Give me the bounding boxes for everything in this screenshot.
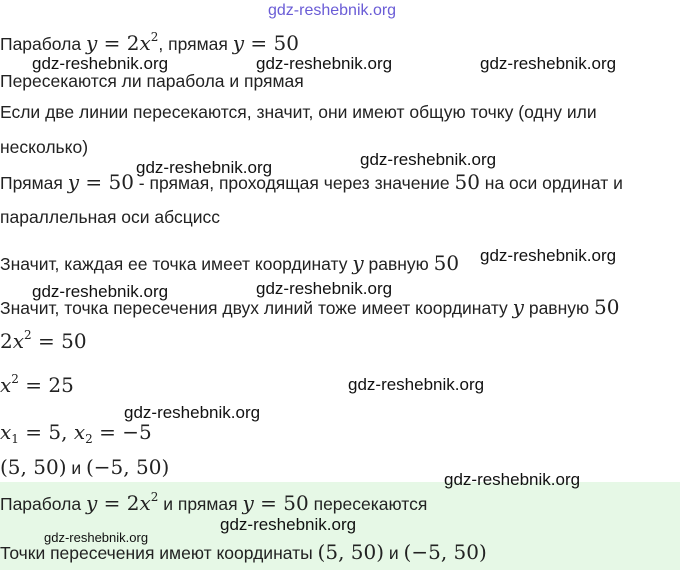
line-question: Пересекаются ли парабола и прямая <box>0 71 304 91</box>
watermark: gdz-reshebnik.org <box>32 54 169 73</box>
watermark: gdz-reshebnik.org <box>444 470 581 489</box>
line-text: Если две линии пересекаются, значит, они имеют общую точку (одну или <box>0 102 597 122</box>
watermark: gdz-reshebnik.org <box>32 282 169 301</box>
watermark: gdz-reshebnik.org <box>256 279 393 298</box>
watermark: gdz-reshebnik.org <box>256 54 393 73</box>
watermark: gdz-reshebnik.org <box>360 150 497 169</box>
watermark: gdz-reshebnik.org <box>124 403 261 422</box>
watermark: gdz-reshebnik.org <box>136 158 273 177</box>
watermark-top: gdz-reshebnik.org <box>268 2 397 19</box>
equation-2: $x^2 = 25$ <box>0 372 74 397</box>
line-text: несколько) <box>0 137 89 157</box>
line-text: параллельная оси абсцисс <box>0 207 221 227</box>
line-given: Парабола $y = 2x^2$, прямая y = 50 <box>0 30 299 55</box>
points-line: (5, 50) и (−5, 50) <box>0 455 170 479</box>
watermark: gdz-reshebnik.org <box>220 515 357 534</box>
equation-1: $2x^2 = 50$ <box>0 328 87 353</box>
line-text: Прямая y = 50 - прямая, проходящая через значение 50 на оси ординат и <box>0 170 623 194</box>
watermark: gdz-reshebnik.org <box>348 375 485 394</box>
answer-line-2: Точки пересечения имеют координаты (5, 50) и (−5, 50) <box>0 540 487 564</box>
answer-line-1: Парабола $y = 2x^2$ и прямая y = 50 пересекаются <box>0 490 428 515</box>
equation-3: $x_1 = 5$, $x_2 = -5$ <box>0 420 152 446</box>
line-text: Значит, точка пересечения двух линий тоже имеет координату y равную 50 <box>0 295 620 319</box>
line-text: Значит, каждая ее точка имеет координату y равную 50 <box>0 251 460 275</box>
watermark: gdz-reshebnik.org <box>480 54 617 73</box>
watermark: gdz-reshebnik.org <box>44 530 149 545</box>
watermark: gdz-reshebnik.org <box>480 246 617 265</box>
